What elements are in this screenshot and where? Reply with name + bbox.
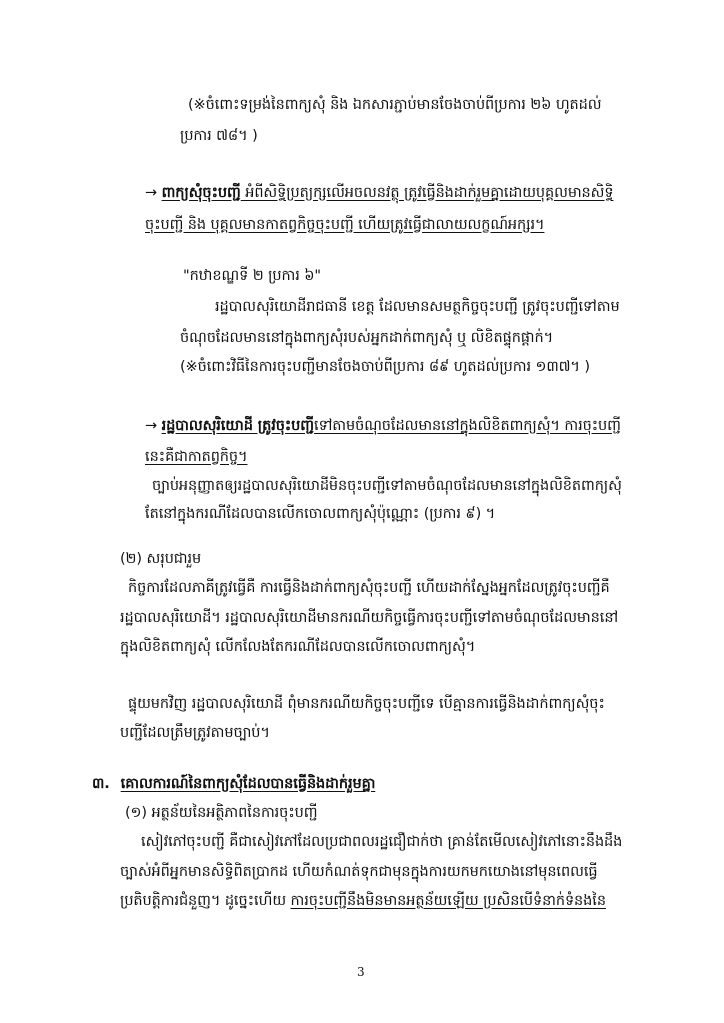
- arrow-icon: →: [145, 418, 158, 434]
- summary-line-2: រដ្ឋបាលសុរិយោដី។ រដ្ឋបាលសុរិយោដីមានករណីយកិច្ចធ្វើការចុះបញ្ជីទៅតាមចំណុចដែលមាននៅ: [120, 610, 619, 626]
- register-meaning-span: ប្រតិបត្តិការជំនួញ។ ដូច្នេះហើយ: [120, 893, 291, 909]
- subsection-1-heading: (១) អត្ថន័យនៃអត្ថិភាពនៃការចុះបញ្ជី: [125, 805, 318, 821]
- registration-duty-line-1: [145, 416, 621, 436]
- registration-duty-line-2: នេះគឺជាកាតព្វកិច្ច។: [145, 449, 248, 465]
- contrary-line-2: បញ្ជីដែលត្រឹមត្រូវតាមច្បាប់។: [120, 725, 270, 741]
- application-text: អំពីសិទ្ធិប្រត្យក្សលើអចលនវត្ថុ ត្រូវធ្វើនិងដាក់រួមគ្នាដោយបុគ្គលមានសិទ្ធិ: [240, 185, 614, 201]
- section-2-heading: (២) សរុបជារួម: [120, 551, 202, 567]
- note-forms-line-1: (※ចំពោះទម្រង់នៃពាក្យសុំ និង ឯកសារភ្ជាប់មានចែងចាប់ពីប្រការ ២៦ ហូតដល់: [188, 97, 602, 113]
- register-meaning-emphasis: ការចុះបញ្ជីនឹងមិនមានអត្ថន័យឡើយ ប្រសិនបើទំនាក់ទំនងនៃ: [290, 893, 606, 909]
- law-exception-line-2: តែនៅក្នុងករណីដែលបានលើកចោលពាក្យសុំប៉ុណ្ណោះ (ប្រការ ៩) ។: [145, 506, 496, 522]
- article-text-span: រដ្ឋបាលសុរិយោដីរាជធានី ខេត្ត ដែលមានសមត្ថកិច្ចចុះបញ្ជី ត្រូវចុះបញ្ជីទៅតាម: [215, 299, 620, 315]
- summary-line-3: ក្នុងលិខិតពាក្យសុំ លើកលែងតែករណីដែលបានលើកចោលពាក្យសុំ។: [120, 639, 476, 655]
- page-number: 3: [357, 965, 365, 979]
- registration-duty-term: រដ្ឋបាលសុរិយោដី ត្រូវចុះបញ្ជី: [161, 418, 314, 434]
- registration-duty-text: ទៅតាមចំណុចដែលមាននៅក្នុងលិខិតពាក្យសុំ។ ការចុះបញ្ជី: [313, 418, 621, 434]
- note-forms-line-2: ប្រការ ៧៨។ ): [180, 128, 258, 144]
- application-term: ពាក្យសុំចុះបញ្ជី: [161, 185, 241, 201]
- article-text-line-1: [215, 297, 620, 317]
- summary-line-1: កិច្ចការដែលភាគីត្រូវធ្វើគឺ ការធ្វើនិងដាក់ពាក្យសុំចុះបញ្ជី ហើយដាក់ស្នែងអ្នកដែលត្រូវចុះបញ្ជីគឺ: [128, 580, 610, 596]
- register-meaning-line-3: [120, 891, 606, 911]
- arrow-icon: →: [145, 185, 158, 201]
- section-3-heading: [92, 774, 375, 794]
- section-3-title: គោលការណ៍នៃពាក្យសុំដែលបានធ្វើនិងដាក់រួមគ្នា: [120, 776, 376, 792]
- register-meaning-line-1: សៀវភៅចុះបញ្ជី គឺជាសៀវភៅដែលប្រជាពលរដ្ឋជឿជាក់ថា គ្រាន់តែមើលសៀវភៅនោះនឹងដឹង: [141, 834, 623, 850]
- contrary-line-1: ផ្ទុយមកវិញ រដ្ឋបាលសុរិយោដី ពុំមានករណីយកិច្ចចុះបញ្ជីទេ បើគ្មានការធ្វើនិងដាក់ពាក្យសុំចុះ: [128, 696, 605, 712]
- note-registration-line: (※ចំពោះវិធីនៃការចុះបញ្ជីមានចែងចាប់ពីប្រការ ៨៩ ហូតដល់ប្រការ ១៣៧។ ): [180, 359, 590, 375]
- article-text-line-2: ចំណុចដែលមាននៅក្នុងពាក្យសុំរបស់អ្នកដាក់ពាក្យសុំ ឬ លិខិតផ្ទុកផ្តាក់។: [180, 330, 554, 346]
- section-3-number: ៣.: [92, 776, 110, 792]
- article-reference: "កឋាខណ្ឌទី ២ ប្រការ ៦": [183, 268, 321, 284]
- application-paragraph-line-2: ចុះបញ្ជី និង បុគ្គលមានកាតព្វកិច្ចចុះបញ្ជី ហើយត្រូវធ្វើជាលាយលក្ខណ៍អក្សរ។: [145, 217, 545, 233]
- application-paragraph-line-1: [145, 183, 613, 203]
- register-meaning-line-2: ច្បាស់អំពីអ្នកមានសិទ្ធិពិតប្រាកដ ហើយកំណត់ទុកជាមុនក្នុងការយកមកយោងនៅមុនពេលធ្វើ: [120, 864, 598, 880]
- law-exception-line-1: ច្បាប់អនុញ្ញាតឲ្យរដ្ឋបាលសុរិយោដីមិនចុះបញ្ជីទៅតាមចំណុចដែលមាននៅក្នុងលិខិតពាក្យសុំ: [152, 478, 622, 494]
